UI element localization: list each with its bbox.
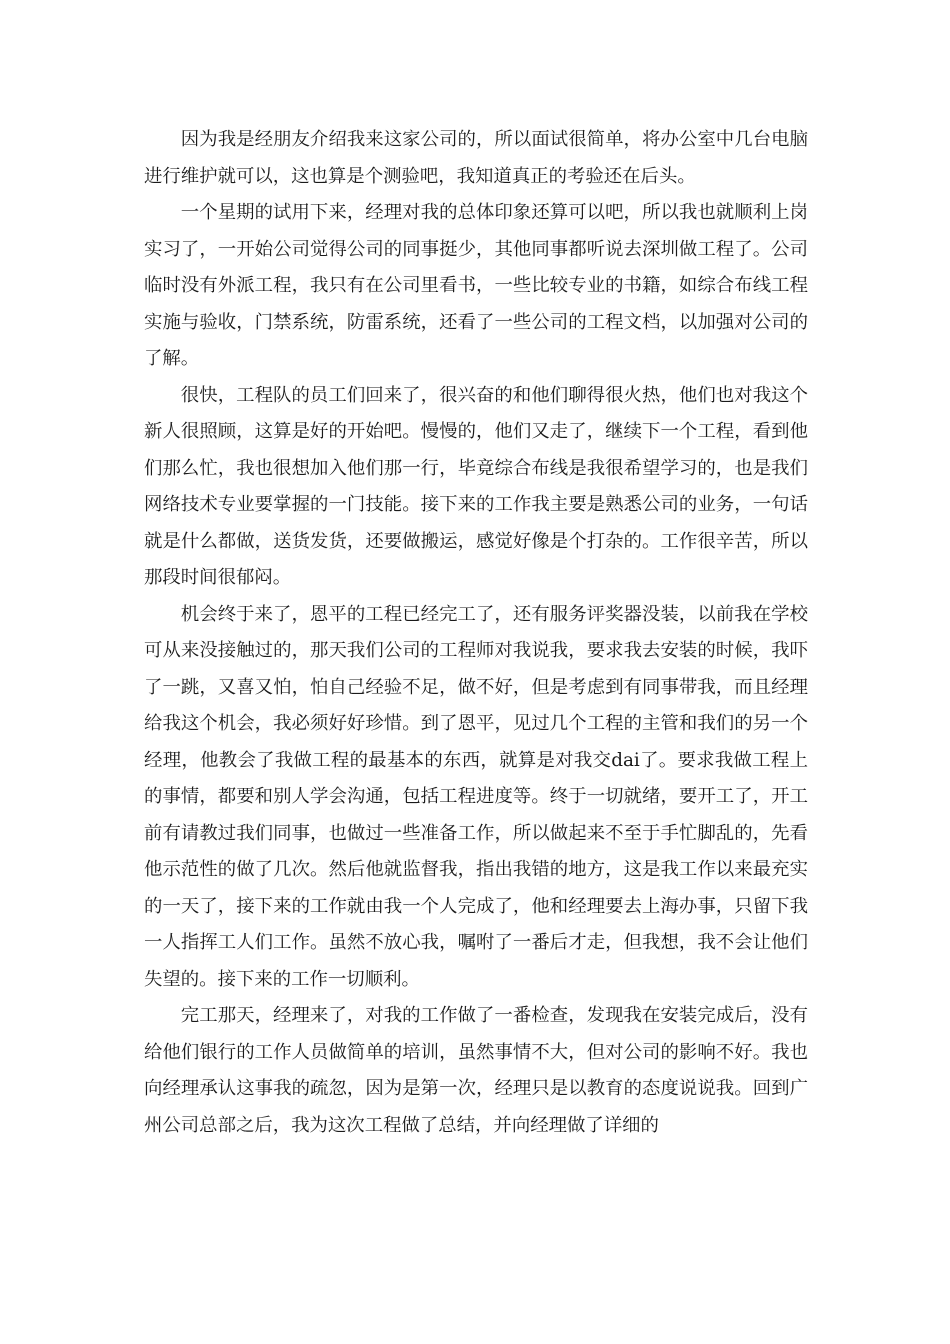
document-body — [144, 122, 808, 1144]
paragraph-completion: 完工那天，经理来了，对我的工作做了一番检查，发现我在安装完成后，没有给他们银行的工作人员做简单的培训，虽然事情不大，但对公司的影响不好。我也向经理承认这事我的疏忽，因为是第一次，经理只是以教育的态度说说我。回到广州公司总部之后，我为这次工程做了总结，并向经理做了详细的 — [144, 1005, 808, 1136]
paragraph-trial-week: 一个星期的试用下来，经理对我的总体印象还算可以吧，所以我也就顺利上岗实习了，一开始公司觉得公司的同事挺少，其他同事都听说去深圳做工程了。公司临时没有外派工程，我只有在公司里看书，一些比较专业的书籍，如综合布线工程实施与验收，门禁系统，防雷系统，还看了一些公司的工程文档，以加强对公司的了解。 — [144, 202, 808, 369]
paragraph-interview: 因为我是经朋友介绍我来这家公司的，所以面试很简单，将办公室中几台电脑进行维护就可以，这也算是个测验吧，我知道真正的考验还在后头。 — [144, 129, 808, 187]
paragraph-team-return: 很快，工程队的员工们回来了，很兴奋的和他们聊得很火热，他们也对我这个新人很照顾，这算是好的开始吧。慢慢的，他们又走了，继续下一个工程，看到他们那么忙，我也很想加入他们那一行，毕竟综合布线是我很希望学习的，也是我们网络技术专业要掌握的一门技能。接下来的工作我主要是熟悉公司的业务，一句话就是什么都做，送货发货，还要做搬运，感觉好像是个打杂的。工作很辛苦，所以那段时间很郁闷。 — [144, 384, 808, 588]
paragraph-enping-project: 机会终于来了，恩平的工程已经完工了，还有服务评奖器没装，以前我在学校可从来没接触过的，那天我们公司的工程师对我说我，要求我去安装的时候，我吓了一跳，又喜又怕，怕自己经验不足，做不好，但是考虑到有同事带我，而且经理给我这个机会，我必须好好珍惜。到了恩平，见过几个工程的主管和我们的另一个经理，他教会了我做工程的最基本的东西，就算是对我交dai了。要求我做工程上的事情，都要和别人学会沟通，包括工程进度等。终于一切就绪，要开工了，开工前有请教过我们同事，也做过一些准备工作，所以做起来不至于手忙脚乱的，先看他示范性的做了几次。然后他就监督我，指出我错的地方，这是我工作以来最充实的一天了，接下来的工作就由我一个人完成了，他和经理要去上海办事，只留下我一人指挥工人们工作。虽然不放心我，嘱咐了一番后才走，但我想，我不会让他们失望的。接下来的工作一切顺利。 — [144, 603, 808, 990]
